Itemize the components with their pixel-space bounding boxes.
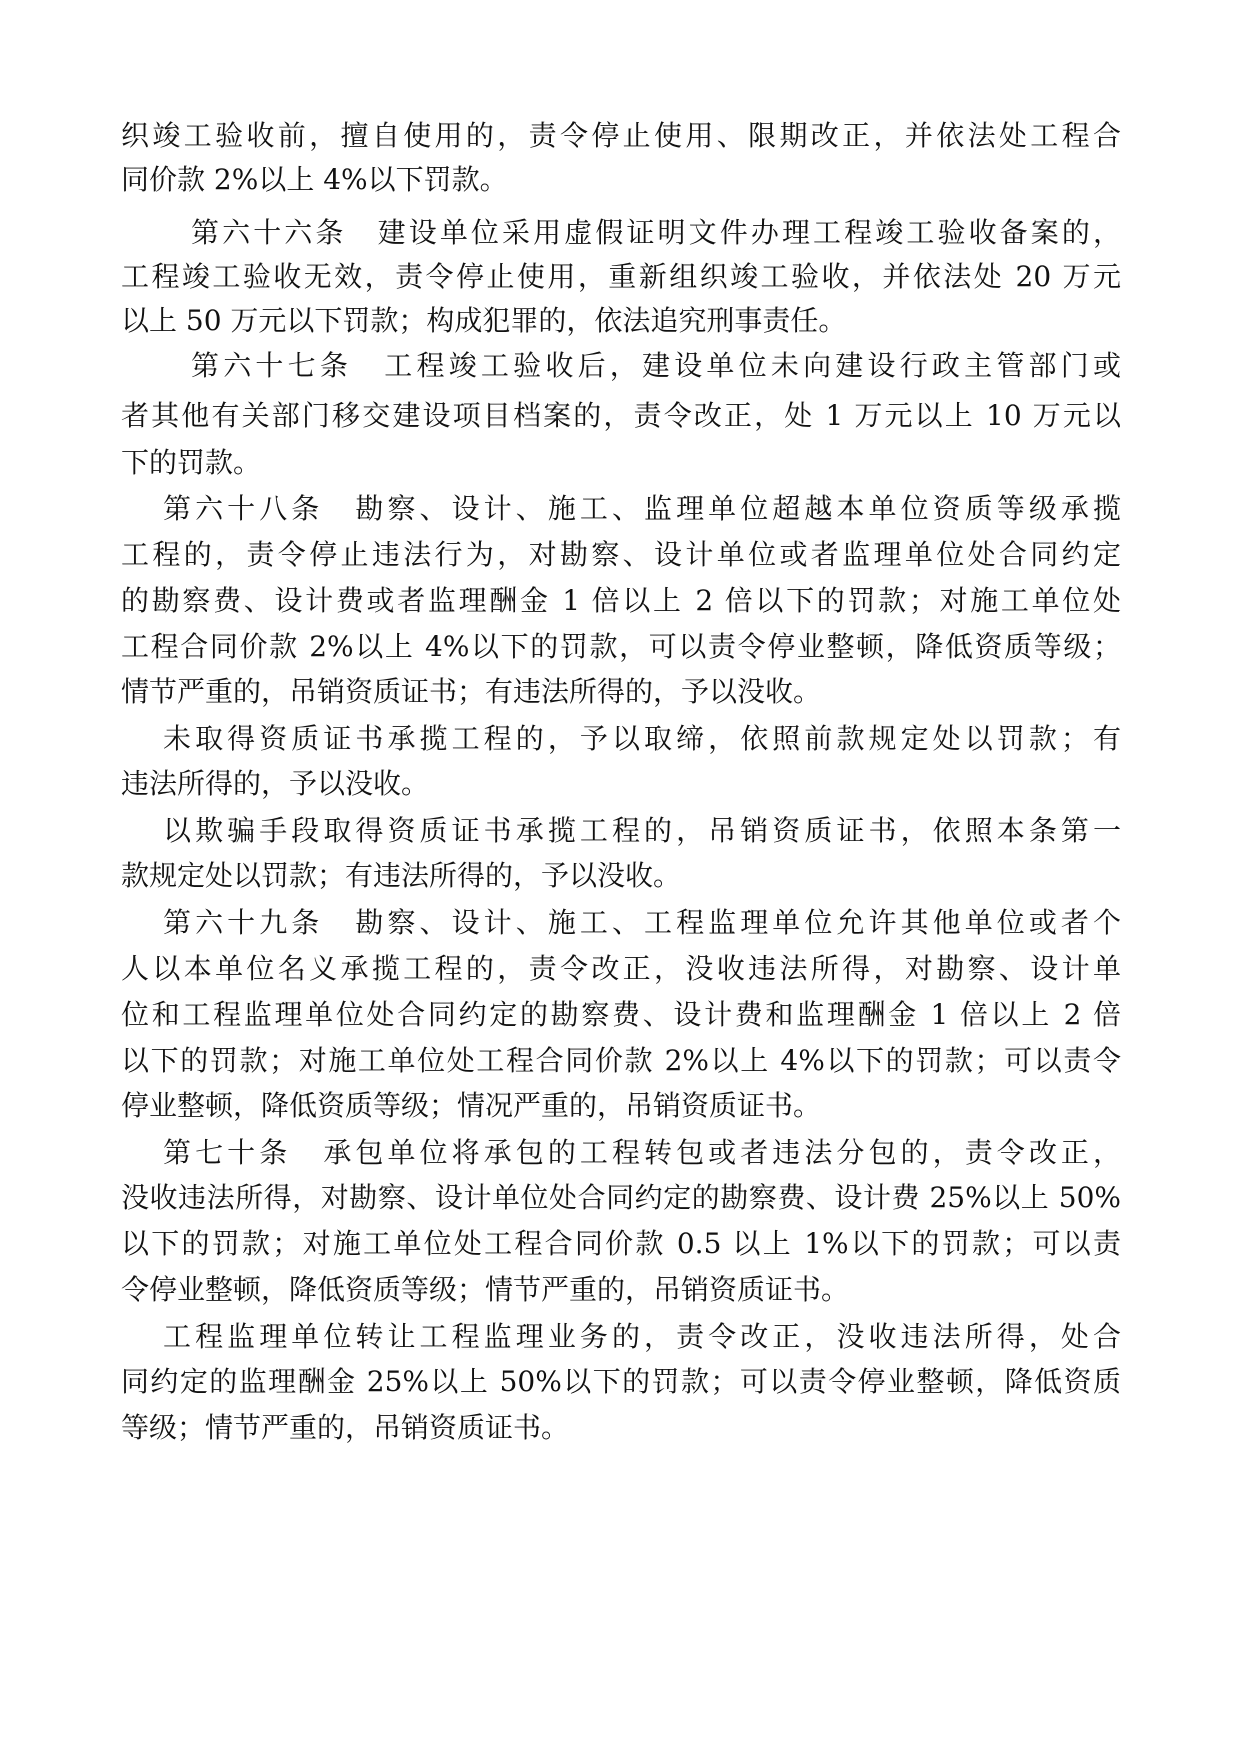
- text-line: 情节严重的，吊销资质证书；有违法所得的，予以没收。: [121, 675, 822, 708]
- paragraph-first-line: 工程监理单位转让工程监理业务的，责令改正，没收违法所得，处合: [163, 1320, 1121, 1353]
- paragraph-first-line: 未取得资质证书承揽工程的，予以取缔，依照前款规定处以罚款；有: [163, 722, 1121, 755]
- text-line: 织竣工验收前，擅自使用的，责令停止使用、限期改正，并依法处工程合: [121, 119, 1121, 152]
- text-line: 以上 50 万元以下罚款；构成犯罪的，依法追究刑事责任。: [121, 304, 847, 337]
- text-line: 下的罚款。: [121, 446, 262, 479]
- text-line: 以下的罚款；对施工单位处工程合同价款 2%以上 4%以下的罚款；可以责令: [121, 1044, 1121, 1077]
- text-line: 工程合同价款 2%以上 4%以下的罚款，可以责令停业整顿，降低资质等级；: [121, 630, 1121, 663]
- text-line: 工程的，责令停止违法行为，对勘察、设计单位或者监理单位处合同约定: [121, 538, 1121, 571]
- text-line: 等级；情节严重的，吊销资质证书。: [121, 1411, 570, 1444]
- text-line: 同约定的监理酬金 25%以上 50%以下的罚款；可以责令停业整顿，降低资质: [121, 1365, 1121, 1398]
- article-69-heading-line: 第六十九条 勘察、设计、施工、工程监理单位允许其他单位或者个: [163, 906, 1121, 939]
- text-line: 违法所得的，予以没收。: [121, 767, 430, 800]
- article-66-heading-line: 第六十六条 建设单位采用虚假证明文件办理工程竣工验收备案的，: [191, 216, 1121, 249]
- article-67-heading-line: 第六十七条 工程竣工验收后，建设单位未向建设行政主管部门或: [191, 349, 1121, 382]
- text-line: 人以本单位名义承揽工程的，责令改正，没收违法所得，对勘察、设计单: [121, 952, 1121, 985]
- text-line: 没收违法所得，对勘察、设计单位处合同约定的勘察费、设计费 25%以上 50%: [121, 1181, 1121, 1214]
- text-line: 工程竣工验收无效，责令停止使用，重新组织竣工验收，并依法处 20 万元: [121, 260, 1121, 293]
- text-line: 以下的罚款；对施工单位处工程合同价款 0.5 以上 1%以下的罚款；可以责: [121, 1227, 1121, 1260]
- text-line: 款规定处以罚款；有违法所得的，予以没收。: [121, 859, 682, 892]
- article-68-heading-line: 第六十八条 勘察、设计、施工、监理单位超越本单位资质等级承揽: [163, 492, 1121, 525]
- text-line: 令停业整顿，降低资质等级；情节严重的，吊销资质证书。: [121, 1273, 850, 1306]
- text-line: 同价款 2%以上 4%以下罚款。: [121, 163, 508, 196]
- text-line: 的勘察费、设计费或者监理酬金 1 倍以上 2 倍以下的罚款；对施工单位处: [121, 584, 1121, 617]
- paragraph-first-line: 以欺骗手段取得资质证书承揽工程的，吊销资质证书，依照本条第一: [163, 814, 1121, 847]
- text-line: 停业整顿，降低资质等级；情况严重的，吊销资质证书。: [121, 1089, 822, 1122]
- text-line: 位和工程监理单位处合同约定的勘察费、设计费和监理酬金 1 倍以上 2 倍: [121, 998, 1121, 1031]
- article-70-heading-line: 第七十条 承包单位将承包的工程转包或者违法分包的，责令改正，: [163, 1136, 1121, 1169]
- text-line: 者其他有关部门移交建设项目档案的，责令改正，处 1 万元以上 10 万元以: [121, 399, 1121, 432]
